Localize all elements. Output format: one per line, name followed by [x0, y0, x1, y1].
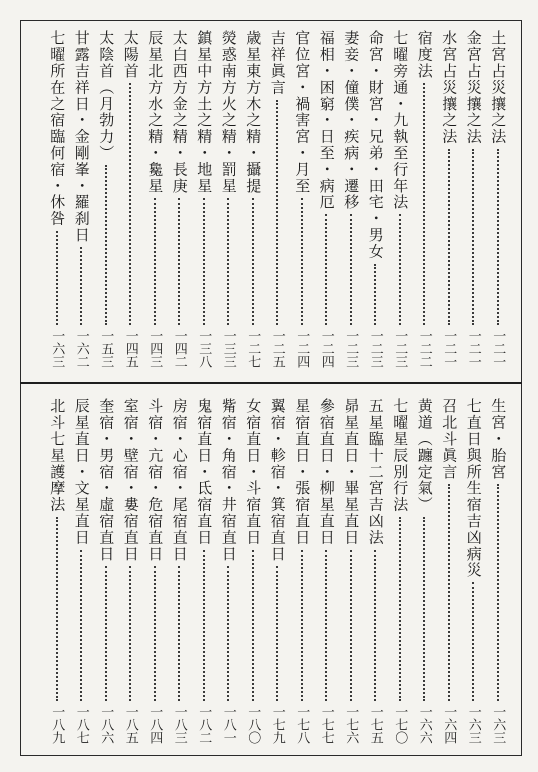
dot-leader — [448, 484, 450, 701]
toc-entry — [290, 398, 315, 746]
dot-leader — [203, 198, 205, 325]
entry-title: 太陰首（月勃力） — [97, 30, 116, 162]
dot-leader — [423, 517, 425, 701]
entry-title: 甘露吉祥日・金剛峯・羅刹日 — [72, 30, 91, 244]
page-number: 一六二 — [73, 329, 89, 368]
page-number: 一六四 — [441, 705, 457, 744]
page-number: 一七六 — [343, 705, 359, 744]
dot-leader — [105, 566, 107, 701]
toc-entry — [314, 30, 339, 370]
page-number: 一七七 — [318, 705, 334, 744]
toc-entry — [94, 398, 119, 746]
toc-entry — [143, 30, 168, 370]
page-number: 一八七 — [73, 705, 89, 744]
page-number: 一三八 — [196, 329, 212, 368]
page-number: 一八四 — [147, 705, 163, 744]
entry-title: 生宮・胎宮 — [489, 398, 508, 480]
dot-leader — [276, 566, 278, 701]
page-number: 一八三 — [171, 705, 187, 744]
dot-leader — [374, 264, 376, 325]
entry-title: 室宿・壁宿・婁宿直日 — [121, 398, 140, 562]
dot-leader — [350, 214, 352, 325]
page-number: 一七八 — [294, 705, 310, 744]
dot-leader — [129, 83, 131, 325]
dot-leader — [301, 550, 303, 701]
dot-leader — [252, 550, 254, 701]
toc-entry — [486, 398, 511, 746]
entry-title: 北斗七星護摩法 — [48, 398, 67, 513]
dot-leader — [497, 149, 499, 325]
entry-title: 斗宿・亢宿・危宿直日 — [146, 398, 165, 562]
toc-entry — [290, 30, 315, 370]
toc-entry — [167, 398, 192, 746]
dot-leader — [203, 550, 205, 701]
page-number: 一七五 — [367, 705, 383, 744]
entry-title: 翼宿・軫宿・箕宿直日 — [268, 398, 287, 562]
entry-title: 熒惑南方火之精・罰星 — [219, 30, 238, 194]
dot-leader — [325, 550, 327, 701]
dot-leader — [301, 198, 303, 325]
entry-title: 鬼宿直日・氐宿直日 — [195, 398, 214, 546]
dot-leader — [56, 231, 58, 325]
entry-title: 太白西方金之精・長庚 — [170, 30, 189, 194]
entry-title: 七曜星辰別行法 — [391, 398, 410, 513]
toc-entry — [167, 30, 192, 370]
page-number: 一三三 — [220, 329, 236, 368]
dot-leader — [423, 83, 425, 325]
toc-entry — [388, 30, 413, 370]
toc-entry — [69, 398, 94, 746]
toc-entry — [412, 30, 437, 370]
dot-leader — [80, 550, 82, 701]
entry-title: 奎宿・男宿・虛宿直日 — [97, 398, 116, 562]
toc-entry — [412, 398, 437, 746]
toc-entry — [339, 398, 364, 746]
dot-leader — [325, 214, 327, 325]
toc-lower-section — [20, 398, 522, 746]
entry-title: 召北斗眞言 — [440, 398, 459, 480]
toc-entry — [437, 30, 462, 370]
page-number: 一四二 — [171, 329, 187, 368]
page-number: 一七九 — [269, 705, 285, 744]
dot-leader — [399, 517, 401, 701]
entry-title: 土宮占災攘之法 — [489, 30, 508, 145]
toc-entry — [94, 30, 119, 370]
toc-entry — [265, 30, 290, 370]
dot-leader — [80, 247, 82, 325]
toc-entry — [118, 30, 143, 370]
page-number: 一六三 — [465, 705, 481, 744]
entry-title: 房宿・心宿・尾宿直日 — [170, 398, 189, 562]
dot-leader — [399, 214, 401, 325]
toc-entry — [437, 398, 462, 746]
entry-title: 妻妾・僮僕・疾病・遷移 — [342, 30, 361, 211]
toc-entry — [363, 30, 388, 370]
page-number: 一八六 — [98, 705, 114, 744]
dot-leader — [129, 566, 131, 701]
toc-entry — [486, 30, 511, 370]
toc-entry — [192, 30, 217, 370]
dot-leader — [472, 149, 474, 325]
entry-title: 鎮星中方土之精・地星 — [195, 30, 214, 194]
toc-entry — [461, 398, 486, 746]
page-number: 一二四 — [318, 329, 334, 368]
dot-leader — [154, 198, 156, 325]
toc-entry — [461, 30, 486, 370]
dot-leader — [472, 582, 474, 701]
toc-entry — [69, 30, 94, 370]
toc-entry — [314, 398, 339, 746]
dot-leader — [276, 100, 278, 325]
toc-entry — [363, 398, 388, 746]
entry-title: 參宿直日・柳星直日 — [317, 398, 336, 546]
dot-leader — [252, 198, 254, 325]
toc-entry — [118, 398, 143, 746]
entry-title: 辰星直日・文星直日 — [72, 398, 91, 546]
page-number: 一二一 — [490, 329, 506, 368]
entry-title: 女宿直日・斗宿直日 — [244, 398, 263, 546]
entry-title: 官位宮・禍害宮・月至 — [293, 30, 312, 194]
entry-title: 辰星北方水之精・毚星 — [146, 30, 165, 194]
dot-leader — [56, 517, 58, 701]
page-number: 一六六 — [416, 705, 432, 744]
dot-leader — [227, 198, 229, 325]
toc-entry — [45, 30, 70, 370]
dot-leader — [497, 484, 499, 701]
entry-title: 昴星直日・畢星直日 — [342, 398, 361, 546]
dot-leader — [227, 566, 229, 701]
toc-entry — [45, 398, 70, 746]
entry-title: 水宮占災攘之法 — [440, 30, 459, 145]
entry-title: 星宿直日・張宿直日 — [293, 398, 312, 546]
entry-title: 金宮占災攘之法 — [464, 30, 483, 145]
entry-title: 太陽首 — [121, 30, 140, 80]
toc-entry — [388, 398, 413, 746]
page-number: 一二三 — [343, 329, 359, 368]
toc-entry — [339, 30, 364, 370]
page-number: 一二五 — [269, 329, 285, 368]
section-divider — [20, 382, 522, 384]
page-number: 一二三 — [367, 329, 383, 368]
dot-leader — [178, 198, 180, 325]
page-number: 一八一 — [220, 705, 236, 744]
entry-title: 七直日與所生宿吉凶病災 — [464, 398, 483, 579]
page-number: 一五三 — [98, 329, 114, 368]
toc-entry — [143, 398, 168, 746]
toc-entry — [216, 398, 241, 746]
entry-title: 觜宿・角宿・井宿直日 — [219, 398, 238, 562]
page-number: 一八〇 — [245, 705, 261, 744]
entry-title: 黄道（躔定氣） — [415, 398, 434, 513]
page-number: 一四五 — [122, 329, 138, 368]
entry-title: 七曜旁通・九執至行年法 — [391, 30, 410, 211]
page-number: 一二七 — [245, 329, 261, 368]
page-number: 一六三 — [490, 705, 506, 744]
dot-leader — [178, 566, 180, 701]
entry-title: 七曜所在之宿臨何宿・休咎 — [48, 30, 67, 227]
entry-title: 宿度法 — [415, 30, 434, 80]
page-number: 一四三 — [147, 329, 163, 368]
page-number: 一八九 — [49, 705, 65, 744]
dot-leader — [105, 165, 107, 325]
entry-title: 福相・困窮・日至・病厄 — [317, 30, 336, 211]
dot-leader — [374, 550, 376, 701]
entry-title: 歳星東方木之精・攝提 — [244, 30, 263, 194]
page-number: 一六三 — [49, 329, 65, 368]
page-number: 一七〇 — [392, 705, 408, 744]
page-number: 一二一 — [441, 329, 457, 368]
page-number: 一二三 — [392, 329, 408, 368]
page-number: 一二四 — [294, 329, 310, 368]
page-number: 一二一 — [465, 329, 481, 368]
toc-entry — [265, 398, 290, 746]
entry-title: 吉祥眞言 — [268, 30, 287, 96]
toc-upper-section — [20, 30, 522, 370]
entry-title: 五星臨十二宮吉凶法 — [366, 398, 385, 546]
page-number: 一八五 — [122, 705, 138, 744]
toc-entry — [241, 30, 266, 370]
toc-entry — [192, 398, 217, 746]
toc-entry — [241, 398, 266, 746]
dot-leader — [154, 566, 156, 701]
dot-leader — [350, 550, 352, 701]
entry-title: 命宮・財宮・兄弟・田宅・男女 — [366, 30, 385, 260]
dot-leader — [448, 149, 450, 325]
page-number: 一八二 — [196, 705, 212, 744]
page-number: 一二二 — [416, 329, 432, 368]
toc-entry — [216, 30, 241, 370]
